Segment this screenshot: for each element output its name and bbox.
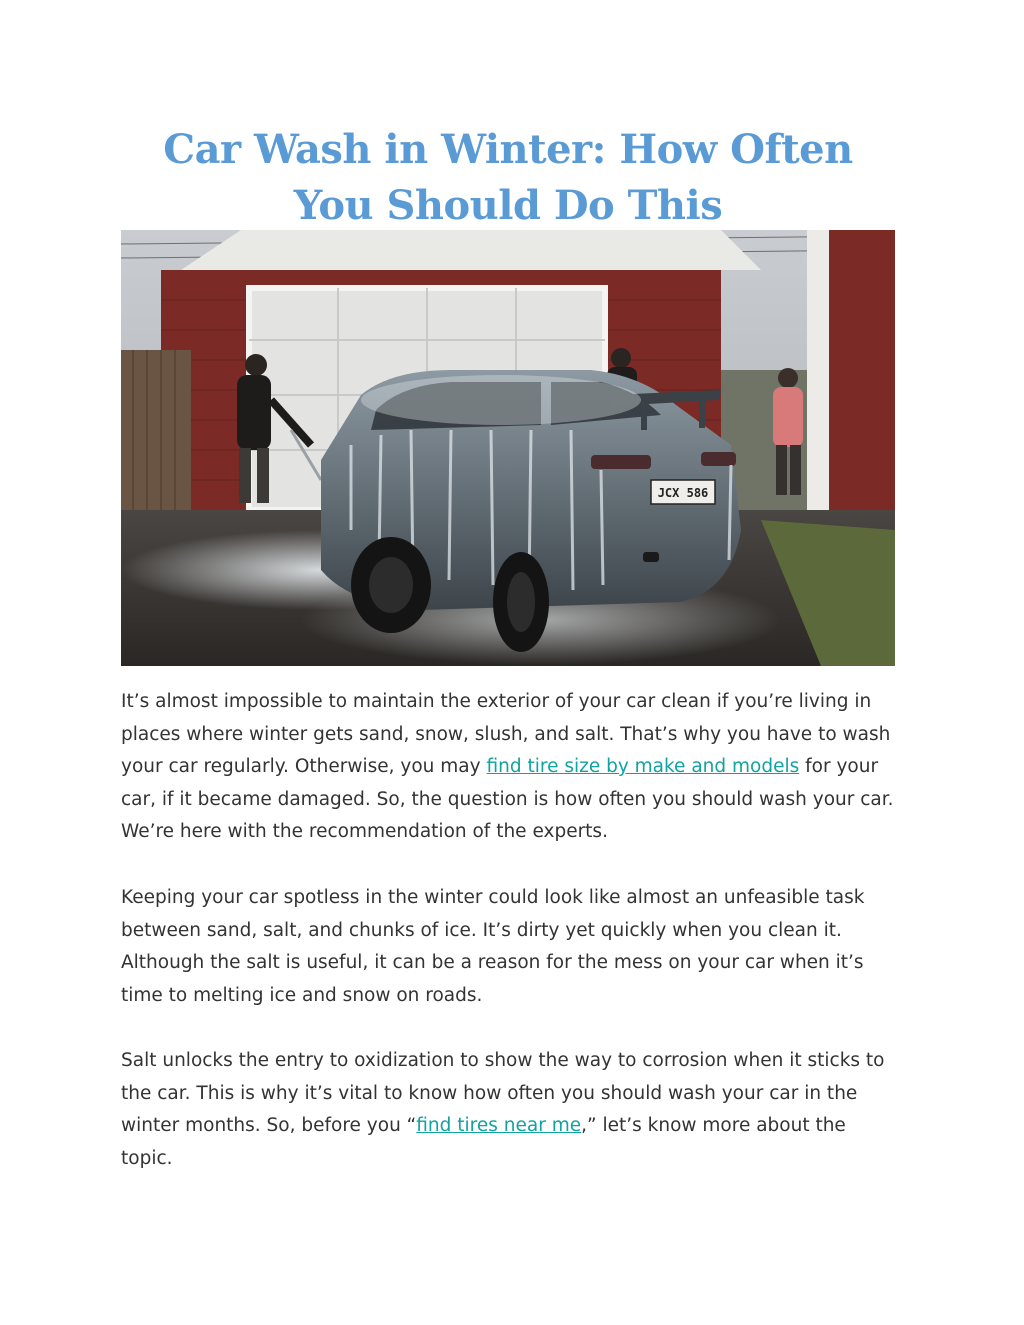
paragraph-3-text-after: ,” let’s know more about the topic. <box>121 1115 846 1169</box>
article-title <box>120 122 896 234</box>
find-tires-near-me-link[interactable]: find tires near me <box>416 1115 582 1136</box>
title-line-2: You Should Do This <box>293 182 723 229</box>
paragraph-3 <box>121 1045 901 1175</box>
paragraph-1 <box>121 686 901 849</box>
title-line-1: Car Wash in Winter: How Often <box>163 126 853 173</box>
paragraph-1-text-before: It’s almost impossible to maintain the exterior of your car clean if you’re living in places where winter gets sand, snow, slush, and salt. That’s why you have to wash your car regularly. Otherwise, you may <box>121 691 891 777</box>
car-wash-photo <box>121 230 895 666</box>
paragraph-3-text-before: Salt unlocks the entry to oxidization to show the way to corrosion when it sticks to the car. This is why it’s vital to know how often you should wash your car in the winter months. So, before you “ <box>121 1050 885 1136</box>
paragraph-2: Keeping your car spotless in the winter could look like almost an unfeasible task between sand, salt, and chunks of ice. It’s dirty yet quickly when you clean it. Although the salt is useful, it can be a reason for the mess on your car when it’s time to melting ice and snow on roads. <box>121 887 865 1006</box>
find-tire-size-link[interactable]: find tire size by make and models <box>486 756 800 777</box>
paragraph-1-text-after: for your car, if it became damaged. So, the question is how often you should wash your car. We’re here with the recommendation of the experts. <box>121 756 894 842</box>
license-plate-text: JCX 586 <box>657 486 709 500</box>
